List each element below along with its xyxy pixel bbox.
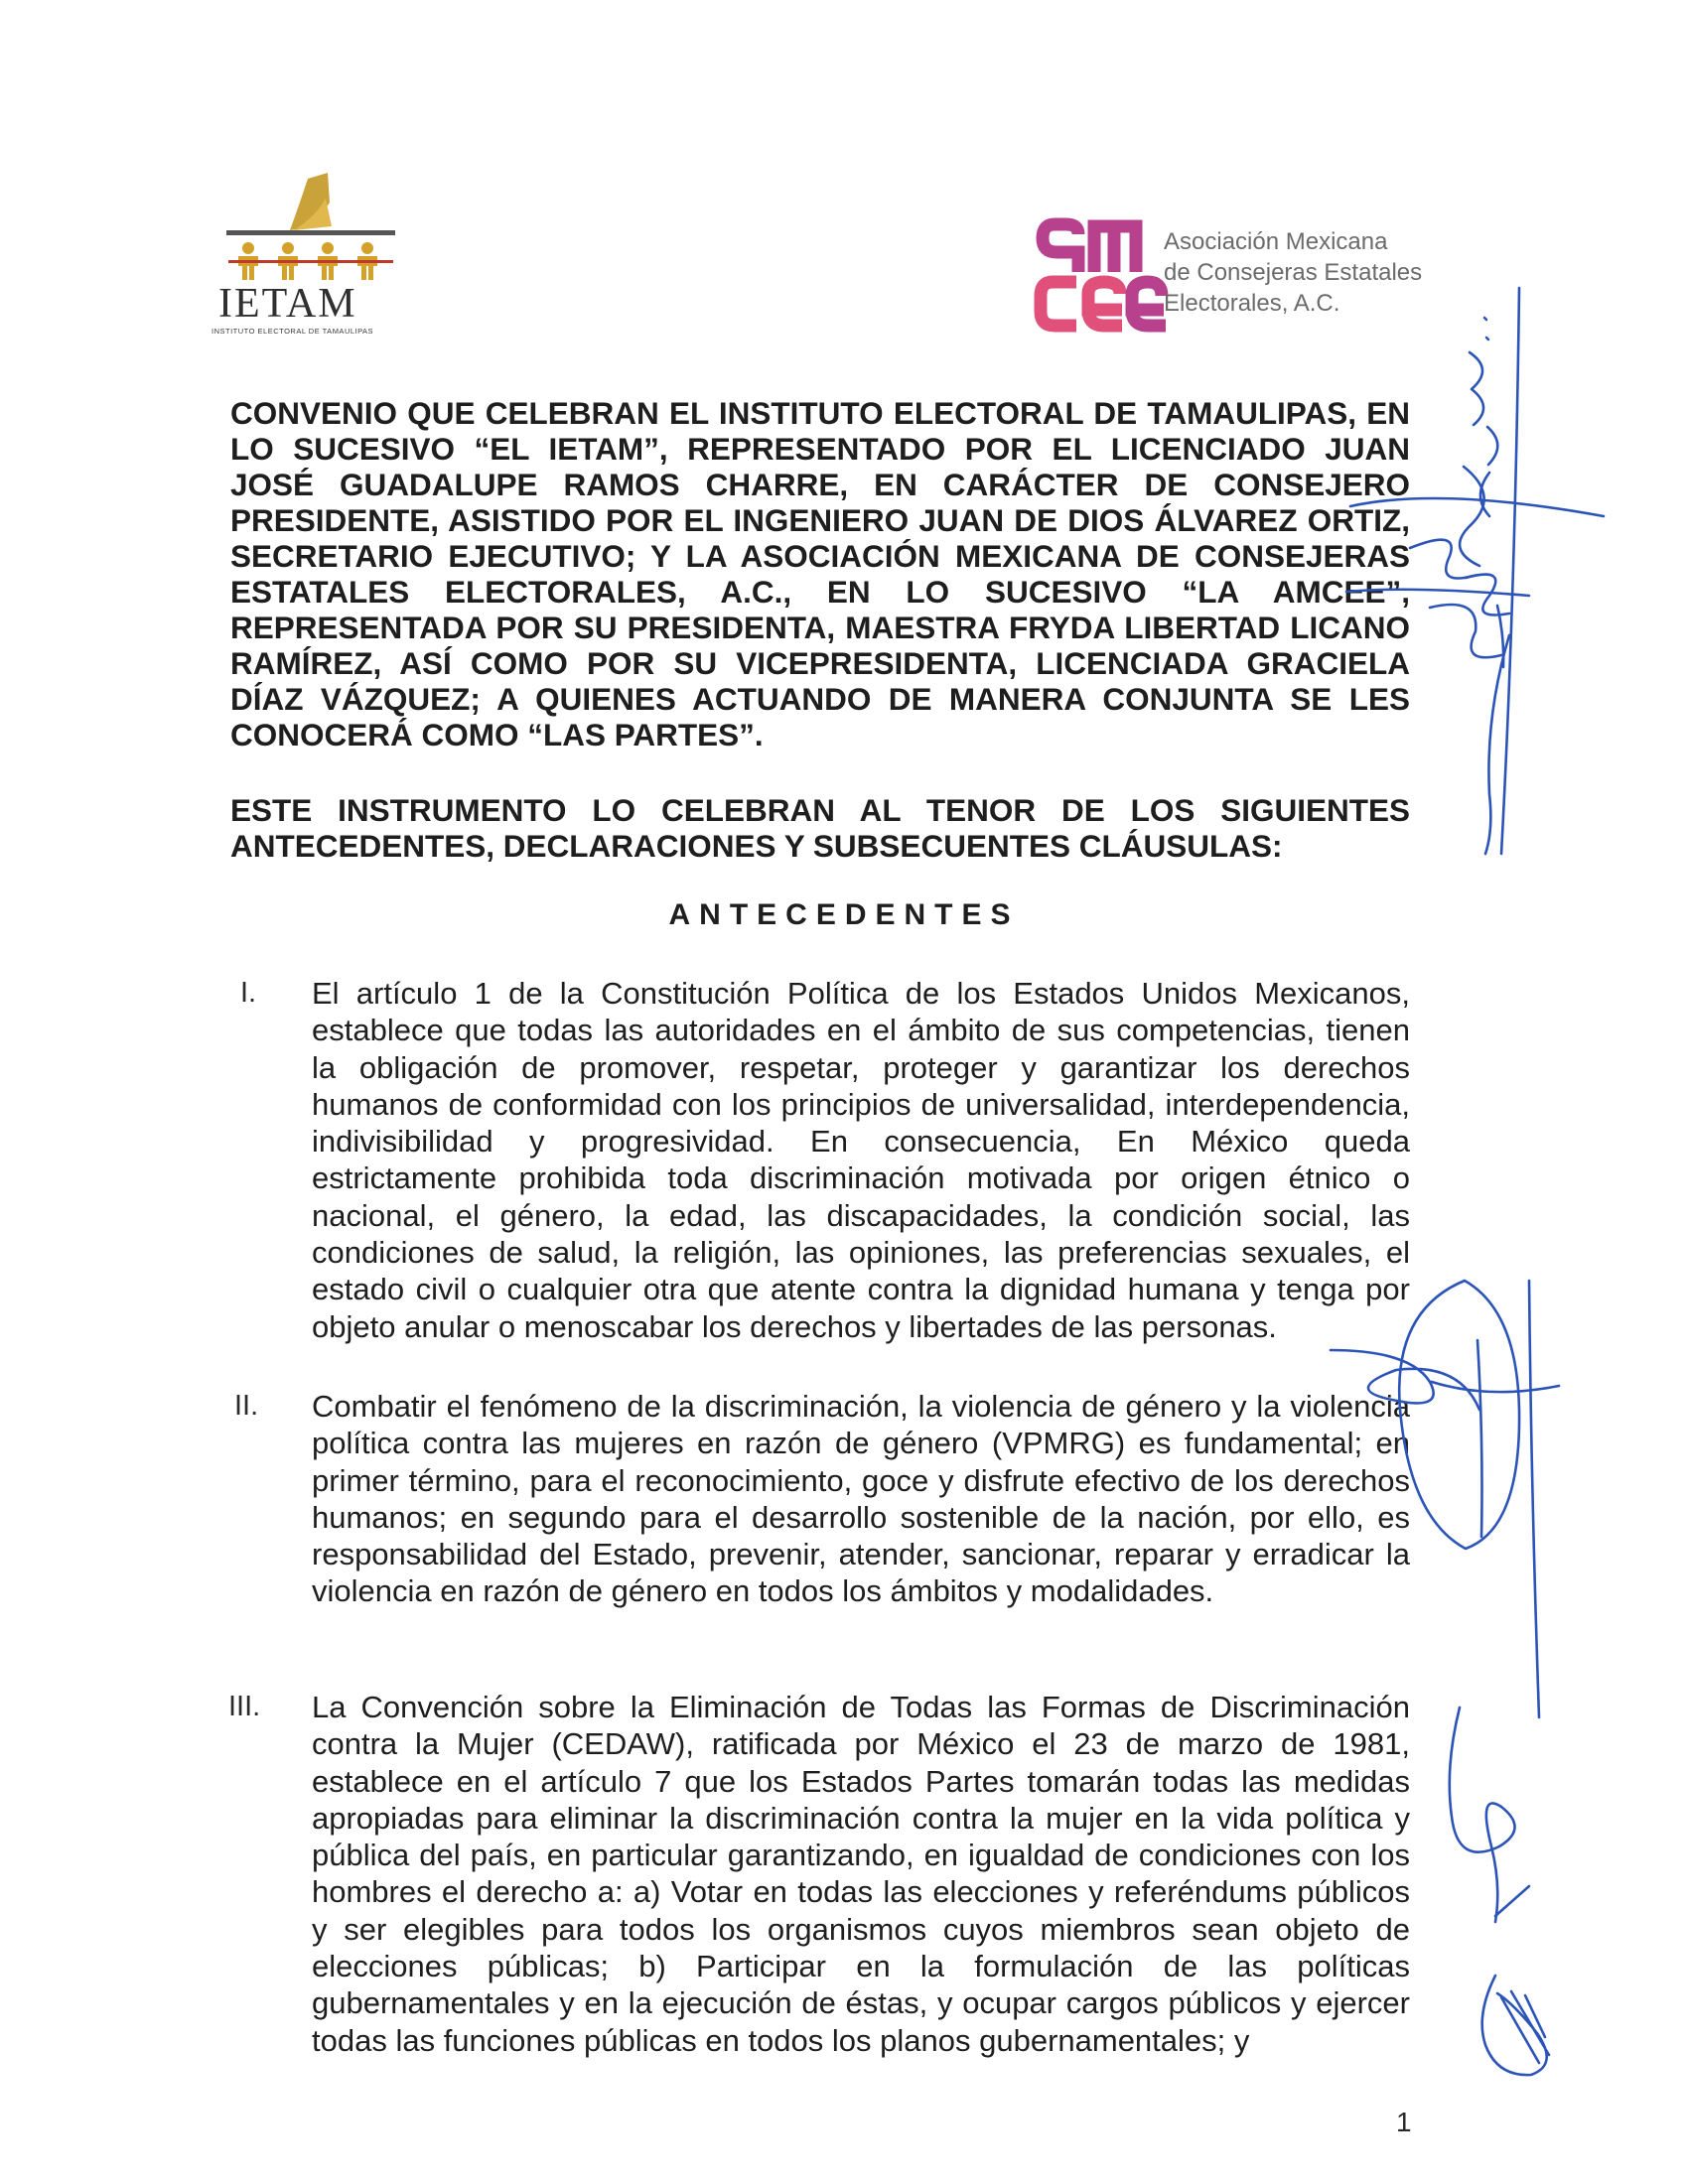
signature-stroke xyxy=(1484,318,1488,340)
antecedente-text: El artículo 1 de la Constitución Política de los Estados Unidos Mexicanos, establece que todas las autoridades en el ámbito de sus competencias, tienen la obligación de promover, respetar, proteger y garantizar los derechos humanos de conformidad con los principios de universalidad, interdependencia, indivisibilidad y progresividad. En consecuencia, En México queda estrictamente prohibida toda discriminación motivada por origen étnico o nacional, el género, la edad, las discapacidades, la condición social, las condiciones de salud, la religión, las opiniones, las preferencias sexuales, el estado civil o cualquier otra que atente contra la dignidad humana y tenga por objeto anular o menoscabar los derechos y libertades de las personas. xyxy=(312,976,1410,1344)
signature-stroke xyxy=(1477,1340,1482,1537)
section-title-antecedentes: ANTECEDENTES xyxy=(668,898,1020,931)
ietam-logo-subtext: INSTITUTO ELECTORAL DE TAMAULIPAS xyxy=(211,327,374,336)
signature-stroke xyxy=(1495,1886,1529,1916)
signature-stroke xyxy=(1485,635,1509,854)
ietam-logo-text: IETAM xyxy=(218,281,357,327)
amcee-name-line: Electorales, A.C. xyxy=(1164,290,1340,317)
signature-stroke xyxy=(1470,352,1483,425)
signature-stroke xyxy=(1430,605,1501,657)
amcee-name-line: Asociación Mexicana xyxy=(1164,228,1388,255)
antecedente-number: II. xyxy=(234,1390,259,1422)
antecedente-number: I. xyxy=(240,977,257,1009)
signature-stroke xyxy=(1501,288,1519,854)
signature-stroke xyxy=(1529,1281,1539,1717)
signature-stroke xyxy=(1497,606,1503,667)
amcee-name xyxy=(1164,226,1422,319)
agreement-intro: CONVENIO QUE CELEBRAN EL INSTITUTO ELECTORAL DE TAMAULIPAS, EN LO SUCESIVO “EL IETAM”, REPRESENTADO POR EL LICENCIADO JUAN JOSÉ GUADALUPE RAMOS CHARRE, EN CARÁCTER DE CONSEJERO PRESIDENTE, ASISTIDO POR EL INGENIERO JUAN DE DIOS ÁLVAREZ ORTIZ, SECRETARIO EJECUTIVO; Y LA ASOCIACIÓN MEXICANA DE CONSEJERAS ESTATALES ELECTORALES, A.C., EN LO SUCESIVO “LA AMCEE”, REPRESENTADA POR SU PRESIDENTA, MAESTRA FRYDA LIBERTAD LICANO RAMÍREZ, ASÍ COMO POR SU VICEPRESIDENTA, LICENCIADA GRACIELA DÍAZ VÁZQUEZ; A QUIENES ACTUANDO DE MANERA CONJUNTA SE LES CONOCERÁ COMO “LAS PARTES”. xyxy=(230,395,1410,752)
antecedente-text: La Convención sobre la Eliminación de Todas las Formas de Discriminación contra la Mujer (CEDAW), ratificada por México el 23 de marzo de 1981, establece en el artículo 7 que los Estados Partes tomarán todas las medidas apropiadas para eliminar la discriminación contra la mujer en la vida política y pública del país, en particular garantizando, en igualdad de condiciones con los hombres el derecho a: a) Votar en todas las elecciones y referéndums públicos y ser elegibles para todos los organismos cuyos miembros sean objeto de elecciones públicas; b) Participar en la formulación de las políticas gubernamentales y en la ejecución de éstas, y ocupar cargos públicos y ejercer todas las funciones públicas en todos los planos gubernamentales; y xyxy=(312,1690,1410,2058)
signature-stroke xyxy=(1466,575,1509,615)
signature-stroke xyxy=(1399,1281,1519,1549)
antecedente-text: Combatir el fenómeno de la discriminación, la violencia de género y la violencia política contra las mujeres en razón de género (VPMRG) es fundamental; en primer término, para el reconocimiento, goce y disfrute efectivo de los derechos humanos; en segundo para el desarrollo sostenible de la nación, por ello, es responsabilidad del Estado, prevenir, atender, sancionar, reparar y erradicar la violencia en razón de género en todos los ámbitos y modalidades. xyxy=(312,1389,1410,1609)
antecedente-number: III. xyxy=(228,1691,261,1722)
signature-stroke xyxy=(1501,1991,1549,2063)
signature-stroke xyxy=(1432,1382,1559,1392)
signature-stroke xyxy=(1460,467,1484,566)
amcee-logo xyxy=(1033,216,1172,336)
signature-stroke xyxy=(1482,1976,1547,2075)
signature-stroke xyxy=(1450,1707,1515,1922)
amcee-name-line: de Consejeras Estatales xyxy=(1164,259,1423,286)
page-number: 1 xyxy=(1396,2107,1412,2137)
signature-stroke xyxy=(1480,427,1497,516)
signature-stroke xyxy=(1410,540,1474,579)
agreement-tenor: ESTE INSTRUMENTO LO CELEBRAN AL TENOR DE LOS SIGUIENTES ANTECEDENTES, DECLARACIONES Y SUBSECUENTES CLÁUSULAS: xyxy=(230,792,1410,864)
